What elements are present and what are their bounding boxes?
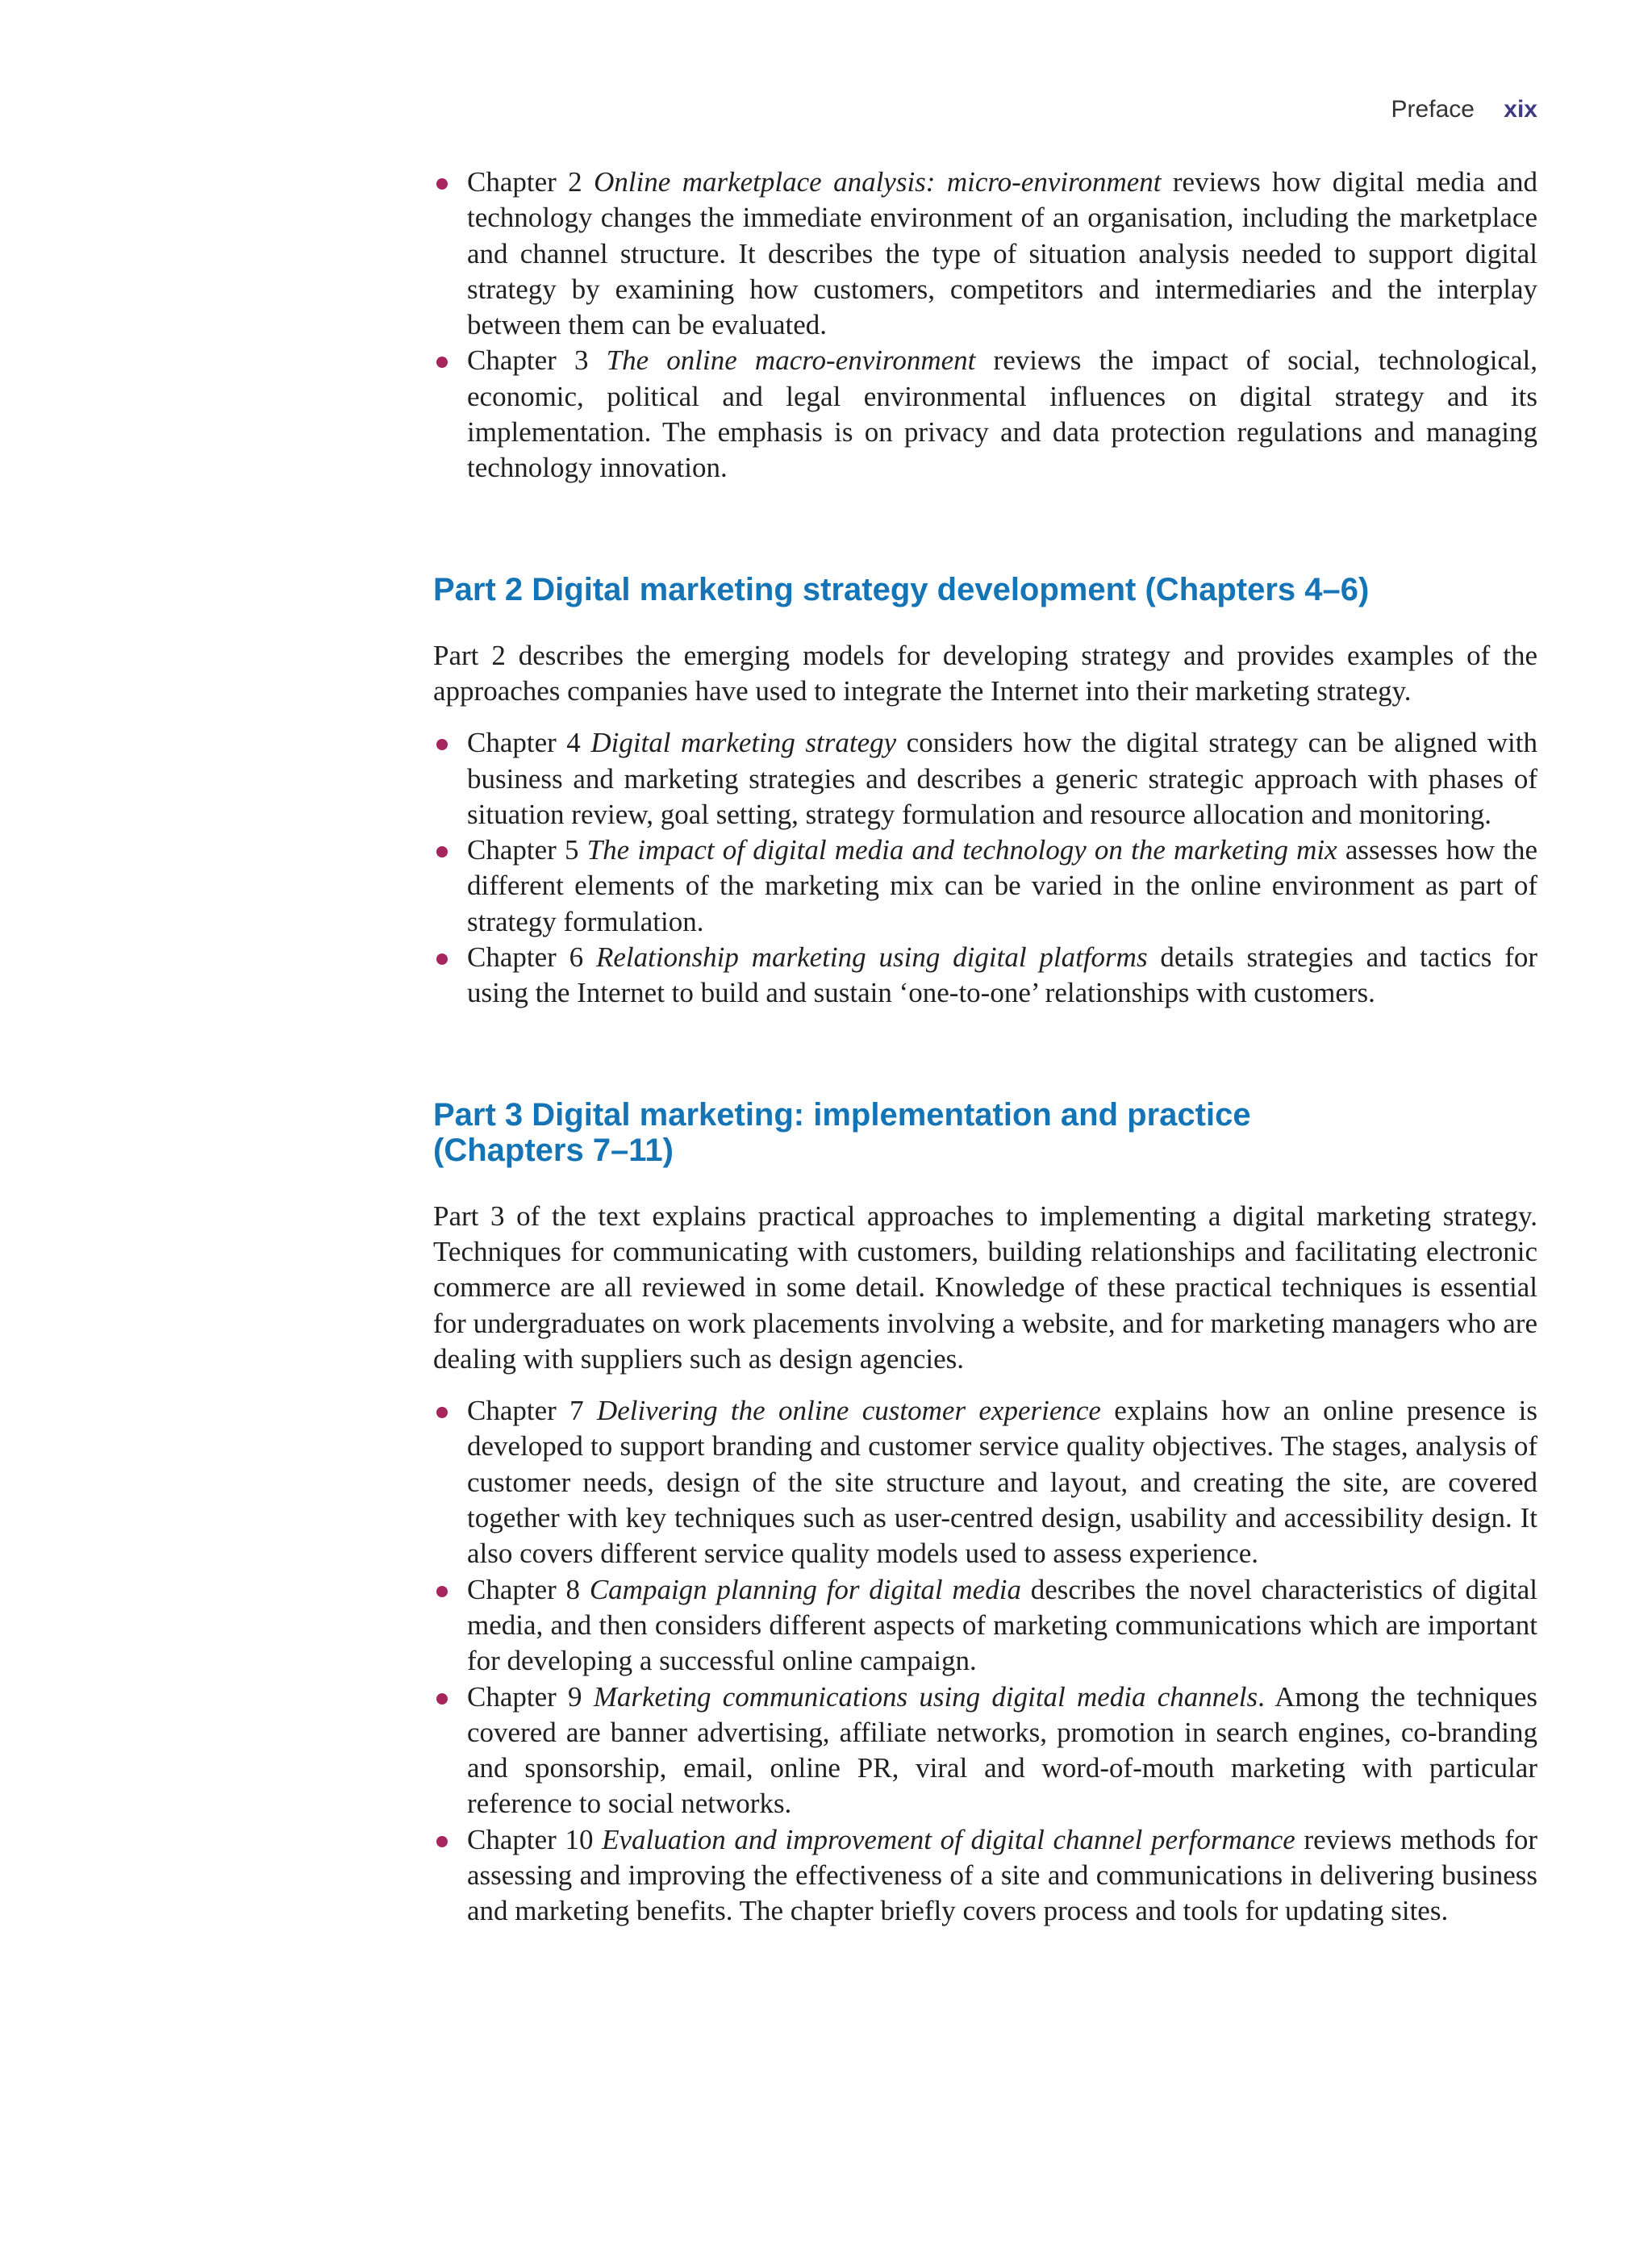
bullet-icon [436, 739, 448, 750]
chapter-description: reviews methods for assessing and improving the effectiveness of a site and communications in delivering business and marketing benefits. The chapter briefly covers process and tools for updating sites. [467, 1823, 1538, 1927]
bullet-icon [436, 1693, 448, 1705]
bullet-icon [436, 846, 448, 858]
chapter-description: reviews how digital media and technology changes the immediate environment of an organisation, including the marketplace and channel structure. It describes the type of situation analysis needed to support digital strategy by examining how customers, competitors and intermediaries and the interplay between them can be evaluated. [467, 166, 1538, 341]
chapter-title: Relationship marketing using digital platforms [595, 941, 1148, 974]
page-content [433, 165, 1537, 1930]
chapter-prefix: Chapter 8 [467, 1573, 590, 1605]
list-item [433, 725, 1537, 832]
chapter-prefix: Chapter 5 [467, 834, 587, 866]
part1-chapter-list [433, 165, 1537, 486]
chapter-prefix: Chapter 7 [467, 1395, 597, 1427]
part2-intro: Part 2 describes the emerging models for developing strategy and provides examples of the approaches companies have used to integrate the Internet into their marketing strategy. [433, 639, 1537, 707]
part2-heading: Part 2 Digital marketing strategy development (Chapters 4–6) [433, 571, 1370, 607]
part2-chapter-list [433, 725, 1537, 1011]
chapter-prefix: Chapter 10 [467, 1823, 603, 1855]
chapter-description: describes the novel characteristics of digital media, and then considers different aspects of marketing communications which are important for developing a successful online campaign. [467, 1573, 1538, 1677]
chapter-prefix: Chapter 4 [467, 727, 591, 759]
chapter-prefix: Chapter 6 [467, 941, 596, 974]
part3-heading-line2: (Chapters 7–11) [433, 1132, 674, 1168]
page-number: xix [1504, 96, 1537, 123]
bullet-icon [436, 178, 448, 190]
chapter-description: considers how the digital strategy can be aligned with business and marketing strategies and describes a generic strategic approach with phases of situation review, goal setting, strategy formulation and resource allocation and monitoring. [467, 727, 1537, 830]
bullet-icon [436, 1836, 448, 1847]
bullet-icon [436, 1407, 448, 1418]
chapter-title: The impact of digital media and technology on the marketing mix [586, 834, 1337, 866]
running-head [1391, 95, 1537, 124]
list-item [433, 165, 1537, 343]
chapter-description: explains how an online presence is developed to support branding and customer service quality objectives. The stages, analysis of customer needs, design of the site structure and layout, and creating the site, are covered together with key techniques such as user-centred design, usability and accessibility design. It also covers different service quality models used to assess experience. [467, 1395, 1538, 1570]
chapter-title: Campaign planning for digital media [589, 1573, 1021, 1605]
chapter-description: assesses how the different elements of the marketing mix can be varied in the online environment as part of strategy formulation. [467, 834, 1537, 937]
chapter-title: Online marketplace analysis: micro-environment [594, 166, 1162, 198]
bullet-icon [436, 953, 448, 965]
chapter-prefix: Chapter 3 [467, 344, 607, 377]
list-item [433, 1572, 1537, 1680]
part3-chapter-list [433, 1393, 1537, 1929]
part3-heading-line1: Part 3 Digital marketing: implementation and practice [433, 1096, 1251, 1133]
bullet-icon [436, 357, 448, 368]
list-item [433, 343, 1537, 486]
chapter-title: The online macro-environment [606, 344, 976, 377]
chapter-title: Delivering the online customer experience [596, 1395, 1101, 1427]
list-item [433, 1822, 1537, 1930]
chapter-title: Digital marketing strategy [590, 727, 897, 759]
part3-heading [433, 1097, 1401, 1168]
list-item [433, 1393, 1537, 1571]
list-item [433, 940, 1537, 1012]
chapter-description: . Among the techniques covered are banner advertising, affiliate networks, promotion in search engines, co-branding and sponsorship, email, online PR, viral and word-of-mouth marketing with particular reference to social networks. [467, 1680, 1537, 1820]
chapter-prefix: Chapter 2 [467, 166, 594, 198]
list-item [433, 1680, 1537, 1822]
chapter-description: reviews the impact of social, technological, economic, political and legal environmental influences on digital strategy and its implementation. The emphasis is on privacy and data protection regulations and managing technology innovation. [467, 344, 1538, 484]
bullet-icon [436, 1586, 448, 1597]
running-head-section: Preface [1391, 96, 1475, 123]
chapter-prefix: Chapter 9 [467, 1680, 594, 1713]
chapter-description: details strategies and tactics for using the Internet to build and sustain ‘one-to-one’ relationships with customers. [467, 941, 1538, 1009]
chapter-title: Evaluation and improvement of digital channel performance [602, 1823, 1295, 1855]
part3-intro: Part 3 of the text explains practical approaches to implementing a digital marketing strategy. Techniques for communicating with customers, building relationships and facilitating electronic commerce are all reviewed in some detail. Knowledge of these practical techniques is essential for undergraduates on work placements involving a website, and for marketing managers who are dealing with suppliers such as design agencies. [433, 1200, 1537, 1375]
list-item [433, 832, 1537, 940]
chapter-title: Marketing communications using digital media channels [593, 1680, 1258, 1713]
